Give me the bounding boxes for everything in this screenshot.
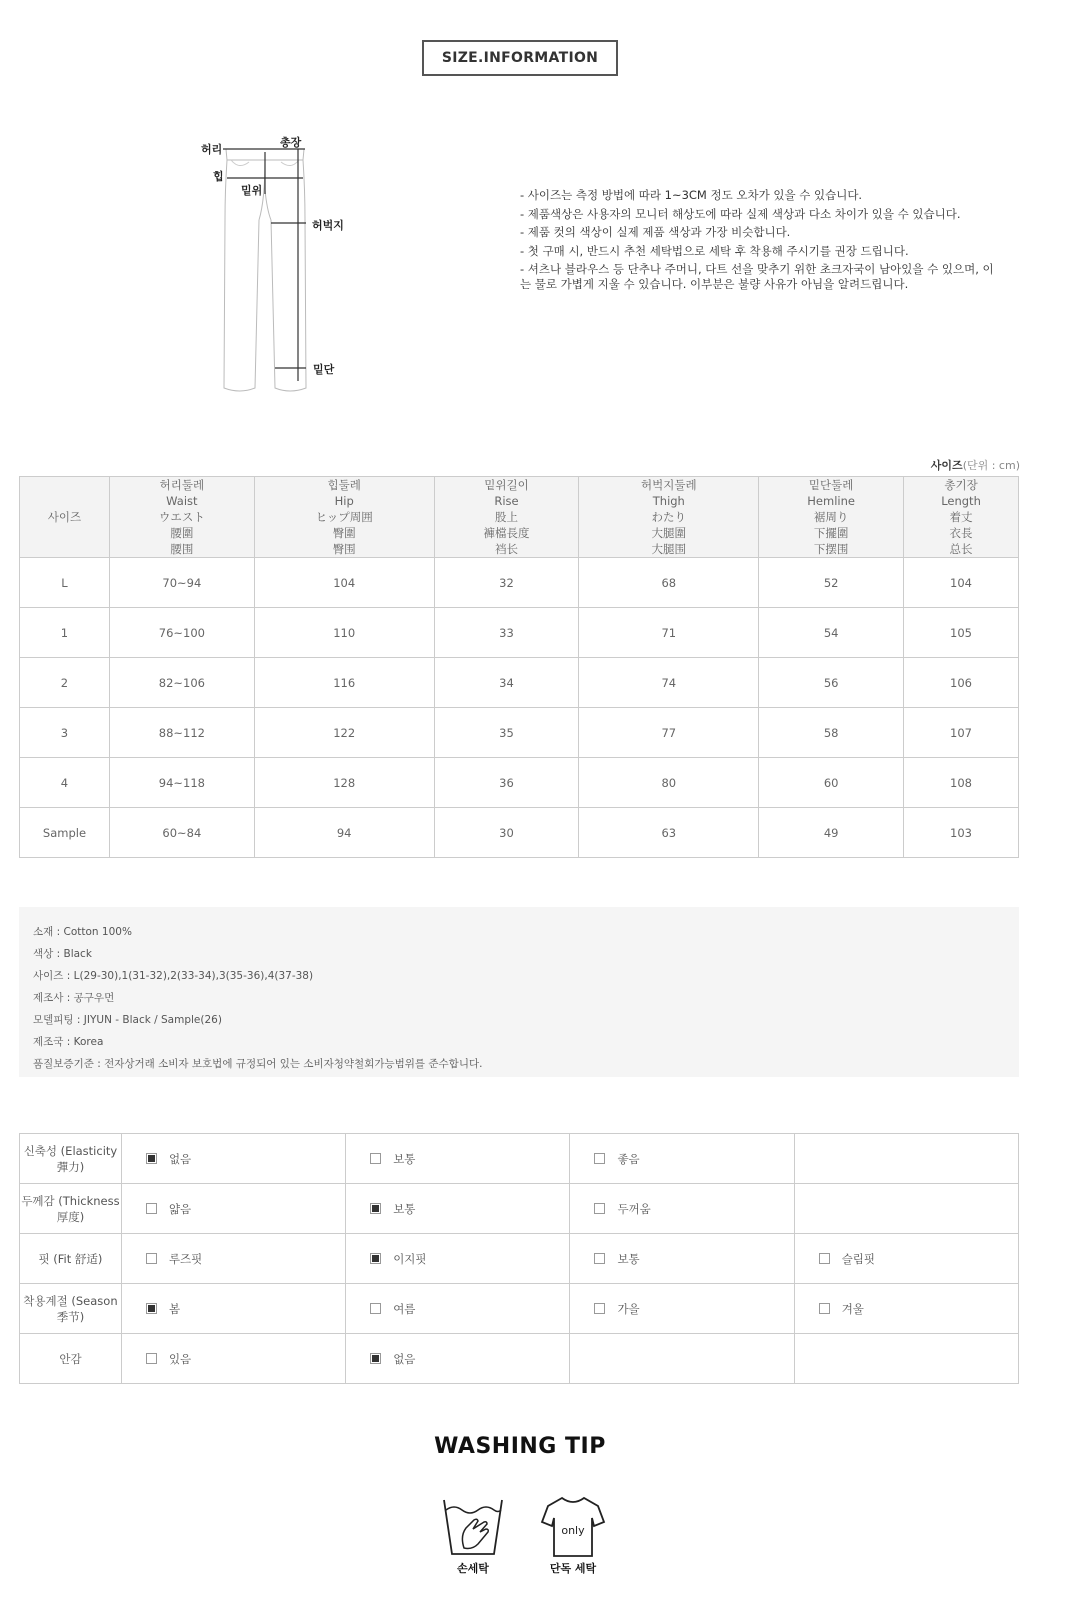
info-sizes: 사이즈 : L(29-30),1(31-32),2(33-34),3(35-36),4(37-38) (33, 970, 314, 982)
attribute-option-cell (121, 1334, 345, 1384)
size-value-cell: 54 (759, 608, 904, 658)
size-value-cell: 106 (904, 658, 1019, 708)
wash-separately-icon (540, 1492, 606, 1564)
size-value-cell: 74 (579, 658, 759, 708)
size-value-cell: 104 (254, 558, 434, 608)
unchecked-box-icon (146, 1203, 157, 1214)
column-header-line: Hip (334, 494, 354, 508)
waist-label: 허리 (201, 143, 223, 156)
size-value-cell: 104 (904, 558, 1019, 608)
attribute-option-label: 두꺼움 (617, 1201, 651, 1216)
info-manufacturer: 제조사 : 공구우먼 (33, 992, 115, 1004)
column-header-line: 힙둘레 (327, 478, 361, 492)
size-value-cell: 33 (434, 608, 579, 658)
column-header-hip (254, 477, 434, 558)
size-value-cell: 94~118 (109, 758, 254, 808)
attribute-option-label: 보통 (393, 1201, 416, 1216)
note-item: - 셔츠나 블라우스 등 단추나 주머니, 다트 선을 맞추기 위한 초크자국이 남아있을 수 있으며, 이는 물로 가볍게 지울 수 있습니다. 이부분은 불량 사유가 아님을 알려드립니다. (520, 262, 994, 291)
unit-label-rest: (단위 : cm) (962, 459, 1020, 472)
info-quality-guarantee: 품질보증기준 : 전자상거래 소비자 보호법에 규정되어 있는 소비자청약철회가능범위를 준수합니다. (33, 1058, 483, 1070)
info-color: 색상 : Black (33, 948, 92, 960)
column-header-line: 裆长 (494, 542, 518, 556)
column-header-line: ヒップ周囲 (315, 510, 373, 524)
unchecked-box-icon (594, 1253, 605, 1264)
length-label: 총장 (280, 136, 302, 149)
size-value-cell: 63 (579, 808, 759, 858)
table-row (20, 808, 1019, 858)
unchecked-box-icon (370, 1153, 381, 1164)
size-label-cell: L (20, 558, 110, 608)
attribute-option-cell (570, 1284, 794, 1334)
column-header-line: 衣長 (949, 526, 973, 540)
attribute-option-cell (570, 1184, 794, 1234)
attribute-label-line: 착용계절 (Season (23, 1293, 118, 1308)
attribute-option-cell (121, 1184, 345, 1234)
attribute-option-cell (570, 1234, 794, 1284)
fabric-attribute-table (19, 1133, 1019, 1384)
pants-measurement-diagram (195, 130, 365, 405)
size-value-cell: 49 (759, 808, 904, 858)
unchecked-box-icon (819, 1303, 830, 1314)
checked-box-icon (370, 1253, 381, 1264)
column-header-line: Thigh (652, 494, 685, 508)
size-value-cell: 77 (579, 708, 759, 758)
size-value-cell: 108 (904, 758, 1019, 808)
attribute-option-cell (570, 1334, 794, 1384)
size-value-cell: 34 (434, 658, 579, 708)
unchecked-box-icon (819, 1253, 830, 1264)
column-header-line: 总长 (949, 542, 973, 556)
attribute-label (20, 1134, 122, 1184)
hem-label: 밑단 (313, 363, 335, 376)
size-value-cell: 68 (579, 558, 759, 608)
size-table (19, 476, 1019, 858)
attribute-option-cell (346, 1134, 570, 1184)
washing-tip-title: WASHING TIP (434, 1434, 606, 1459)
size-table-corner: 사이즈 (20, 477, 110, 558)
checked-box-icon (370, 1203, 381, 1214)
column-header-length (904, 477, 1019, 558)
only-badge: only (561, 1524, 585, 1537)
attribute-option-cell (121, 1134, 345, 1184)
attribute-option-cell (794, 1184, 1018, 1234)
checked-box-icon (146, 1153, 157, 1164)
attribute-option-cell (794, 1134, 1018, 1184)
column-header-line: 밑단둘레 (808, 478, 854, 492)
size-value-cell: 60 (759, 758, 904, 808)
size-label-cell: 4 (20, 758, 110, 808)
column-header-line: 총기장 (944, 478, 978, 492)
attribute-option-cell (570, 1134, 794, 1184)
attribute-label (20, 1334, 122, 1384)
column-header-line: Hemline (807, 494, 855, 508)
attribute-option-label: 없음 (168, 1151, 192, 1166)
column-header-line: 허벅지둘레 (641, 478, 697, 492)
size-value-cell: 36 (434, 758, 579, 808)
attribute-label (20, 1184, 122, 1234)
column-header-line: 股上 (494, 510, 518, 524)
size-label-cell: 3 (20, 708, 110, 758)
column-header-line: 下擺圍 (813, 526, 849, 540)
info-material: 소재 : Cotton 100% (33, 926, 132, 938)
attribute-option-label: 좋음 (617, 1151, 640, 1166)
note-item: - 제품색상은 사용자의 모니터 해상도에 따라 실제 색상과 다소 차이가 있을 수 있습니다. (520, 206, 961, 221)
column-header-line: Length (941, 494, 981, 508)
note-item: - 첫 구매 시, 반드시 추천 세탁법으로 세탁 후 착용해 주시기를 권장 드립니다. (520, 243, 909, 258)
attribute-label (20, 1284, 122, 1334)
attribute-row (20, 1284, 1019, 1334)
attribute-label-line: 彈力) (56, 1159, 85, 1174)
size-value-cell: 82~106 (109, 658, 254, 708)
attribute-label-line: 핏 (Fit 舒适) (38, 1251, 103, 1266)
attribute-option-cell (121, 1284, 345, 1334)
size-value-cell: 122 (254, 708, 434, 758)
size-value-cell: 71 (579, 608, 759, 658)
table-row (20, 658, 1019, 708)
column-header-thigh (579, 477, 759, 558)
column-header-line: 腰围 (170, 542, 194, 556)
attribute-label-line: 신축성 (Elasticity (23, 1143, 118, 1158)
attribute-option-cell (346, 1334, 570, 1384)
attribute-option-cell (346, 1184, 570, 1234)
attribute-option-label: 얇음 (168, 1201, 192, 1216)
info-model-fitting: 모델피팅 : JIYUN - Black / Sample(26) (33, 1014, 222, 1026)
column-header-line: 裾周り (813, 510, 849, 524)
attribute-option-cell (346, 1234, 570, 1284)
size-label-cell: 2 (20, 658, 110, 708)
column-header-hemline (759, 477, 904, 558)
column-header-rise (434, 477, 579, 558)
size-value-cell: 103 (904, 808, 1019, 858)
table-row (20, 608, 1019, 658)
attribute-option-label: 있음 (168, 1351, 192, 1366)
attribute-option-cell (346, 1284, 570, 1334)
product-info-box (19, 907, 1019, 1077)
attribute-option-cell (794, 1284, 1018, 1334)
note-item: - 제품 컷의 색상이 실제 제품 색상과 가장 비슷합니다. (520, 225, 791, 239)
size-value-cell: 116 (254, 658, 434, 708)
note-item: - 사이즈는 측정 방법에 따라 1~3CM 정도 오차가 있을 수 있습니다. (520, 188, 863, 202)
thigh-label: 허벅지 (312, 219, 344, 232)
attribute-option-label: 보통 (393, 1151, 416, 1166)
attribute-option-label: 봄 (168, 1301, 181, 1316)
attribute-option-cell (121, 1234, 345, 1284)
attribute-option-label: 루즈핏 (168, 1251, 203, 1266)
column-header-line: 臀圍 (332, 526, 356, 540)
attribute-option-cell (794, 1234, 1018, 1284)
attribute-label-line: 안감 (59, 1351, 82, 1366)
column-header-line: 着丈 (949, 510, 973, 524)
column-header-line: 허리둘레 (159, 478, 205, 492)
attribute-option-label: 가을 (617, 1301, 640, 1316)
column-header-line: 腰圍 (170, 526, 194, 540)
column-header-line: ウエスト (158, 510, 205, 524)
size-value-cell: 70~94 (109, 558, 254, 608)
size-value-cell: 32 (434, 558, 579, 608)
checked-box-icon (146, 1303, 157, 1314)
unchecked-box-icon (594, 1153, 605, 1164)
size-value-cell: 35 (434, 708, 579, 758)
attribute-option-cell (794, 1334, 1018, 1384)
size-value-cell: 80 (579, 758, 759, 808)
unit-label-bold: 사이즈 (930, 459, 963, 472)
attribute-option-label: 슬림핏 (841, 1251, 876, 1266)
size-label-cell: Sample (20, 808, 110, 858)
attribute-option-label: 이지핏 (393, 1251, 427, 1266)
unchecked-box-icon (370, 1303, 381, 1314)
table-row (20, 558, 1019, 608)
rise-label: 밑위 (241, 184, 263, 197)
unchecked-box-icon (594, 1203, 605, 1214)
column-header-line: 下摆围 (813, 542, 849, 556)
size-notes (520, 186, 1000, 292)
hip-label: 힙 (213, 170, 224, 183)
unchecked-box-icon (146, 1353, 157, 1364)
column-header-line: Waist (166, 494, 198, 508)
attribute-label (20, 1234, 122, 1284)
attribute-row (20, 1134, 1019, 1184)
attribute-row (20, 1184, 1019, 1234)
unchecked-box-icon (146, 1253, 157, 1264)
size-value-cell: 94 (254, 808, 434, 858)
attribute-row (20, 1334, 1019, 1384)
size-label-cell: 1 (20, 608, 110, 658)
size-value-cell: 56 (759, 658, 904, 708)
size-value-cell: 58 (759, 708, 904, 758)
column-header-line: 大腿围 (651, 542, 687, 556)
column-header-line: Rise (494, 494, 519, 508)
attribute-label-line: 두께감 (Thickness (21, 1193, 120, 1208)
size-value-cell: 76~100 (109, 608, 254, 658)
size-value-cell: 128 (254, 758, 434, 808)
attribute-label-line: 季节) (56, 1309, 85, 1324)
section-title: SIZE.INFORMATION (422, 40, 618, 76)
unchecked-box-icon (594, 1303, 605, 1314)
unit-label (931, 457, 1020, 473)
table-row (20, 708, 1019, 758)
size-table-header-row (20, 477, 1019, 558)
attribute-option-label: 겨울 (841, 1301, 864, 1316)
attribute-option-label: 없음 (393, 1351, 416, 1366)
size-value-cell: 52 (759, 558, 904, 608)
hand-wash-icon (440, 1492, 506, 1564)
checked-box-icon (370, 1353, 381, 1364)
wash-separately-label: 단독 세탁 (549, 1562, 597, 1575)
column-header-waist (109, 477, 254, 558)
info-country: 제조국 : Korea (33, 1036, 104, 1048)
hand-wash-label: 손세탁 (457, 1562, 489, 1575)
column-header-line: わたり (651, 510, 687, 524)
size-value-cell: 88~112 (109, 708, 254, 758)
size-value-cell: 30 (434, 808, 579, 858)
column-header-line: 大腿圍 (651, 526, 687, 540)
column-header-line: 臀围 (332, 542, 356, 556)
column-header-line: 褲檔長度 (483, 526, 530, 540)
column-header-line: 밑위길이 (484, 478, 529, 492)
size-value-cell: 60~84 (109, 808, 254, 858)
table-row (20, 758, 1019, 808)
size-value-cell: 110 (254, 608, 434, 658)
attribute-option-label: 보통 (617, 1251, 640, 1266)
attribute-label-line: 厚度) (56, 1209, 85, 1224)
attribute-row (20, 1234, 1019, 1284)
size-value-cell: 107 (904, 708, 1019, 758)
size-value-cell: 105 (904, 608, 1019, 658)
attribute-option-label: 여름 (393, 1301, 416, 1316)
